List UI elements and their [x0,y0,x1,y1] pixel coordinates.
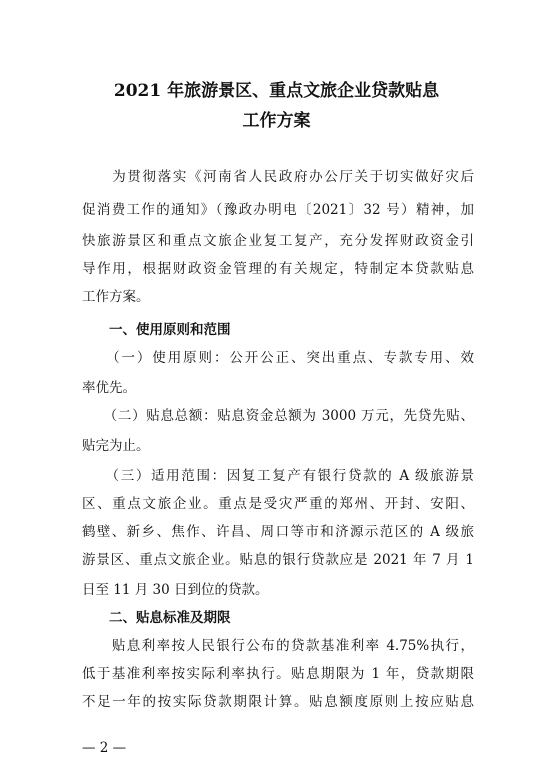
body-text-line: （一）使用原则：公开公正、突出重点、专款专用、效 [82,350,474,366]
body-text-line: 不足一年的按实际贷款期限计算。贴息额度原则上按应贴息 [82,694,474,710]
section-heading: 一、使用原则和范围 [82,322,231,338]
body-text-line: 鹤壁、新乡、焦作、许昌、周口等市和济源示范区的 A 级旅 [82,524,474,540]
body-text-line: （三）适用范围：因复工复产有银行贷款的 A 级旅游景 [82,468,474,484]
body-text-line: 游景区、重点文旅企业。贴息的银行贷款应是 2021 年 7 月 1 [82,552,474,568]
body-text-line: （二）贴息总额：贴息资金总额为 3000 万元，先贷先贴、 [82,408,474,424]
body-text-line: 区、重点文旅企业。重点是受灾严重的郑州、开封、安阳、 [82,496,474,512]
body-text-line: 低于基准利率按实际利率执行。贴息期限为 1 年，贷款期限 [82,666,474,682]
page-number: — 2 — [82,740,127,756]
body-text-line: 贴息利率按人民银行公布的贷款基准利率 4.75%执行， [82,638,474,654]
body-text-line: 日至 11 月 30 日到位的贷款。 [82,582,269,598]
body-text-line: 促消费工作的通知》（豫政办明电〔2021〕32 号）精神，加 [82,202,474,218]
document-title-line-2: 工作方案 [242,111,311,131]
document-title-line-1: 2021 年旅游景区、重点文旅企业贷款贴息 [113,81,440,101]
body-text-line: 率优先。 [82,380,136,396]
body-text-line: 导作用，根据财政资金管理的有关规定，特制定本贷款贴息 [82,261,474,277]
body-text-line: 快旅游景区和重点文旅企业复工复产，充分发挥财政资金引 [82,233,474,249]
body-text-line: 工作方案。 [82,289,150,305]
body-text-line: 为贯彻落实《河南省人民政府办公厅关于切实做好灾后 [82,169,474,185]
body-text-line: 贴完为止。 [82,438,150,454]
section-heading: 二、贴息标准及期限 [82,610,231,626]
